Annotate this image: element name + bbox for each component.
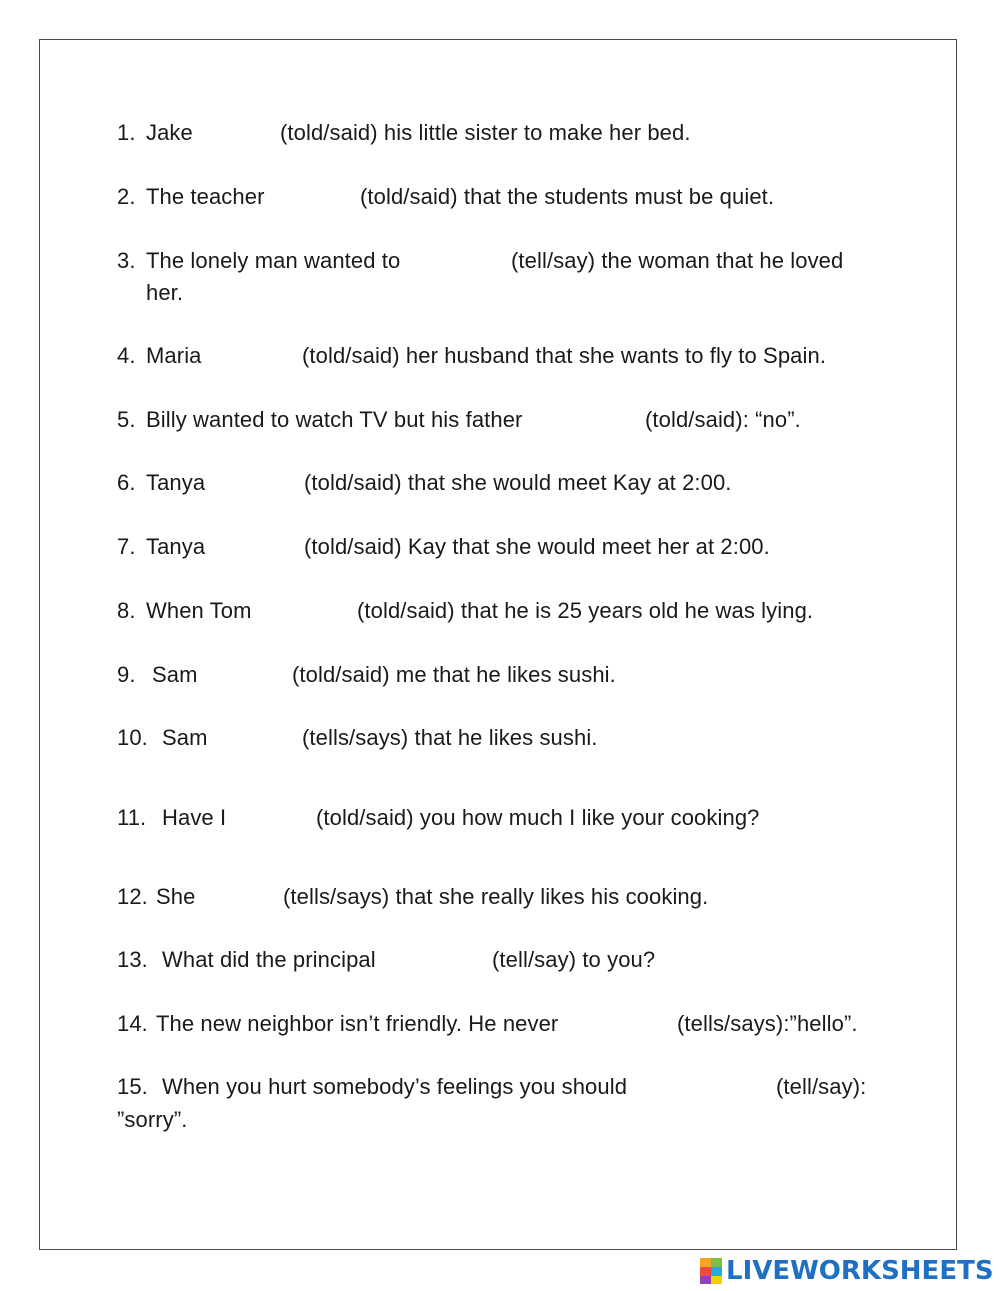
liveworksheets-logo-icon [700,1258,722,1284]
question-text-continuation: ”sorry”. [117,1107,188,1132]
question-text-after: (told/said) her husband that she wants to fly to Spain. [302,343,827,368]
question-text-after: (tells/says) that he likes sushi. [302,725,598,750]
answer-blank[interactable] [215,340,299,370]
question-text-after: (told/said) that he is 25 years old he was lying. [357,598,814,623]
question-text-before: Tanya [146,470,206,495]
question-text-before: Sam [162,725,208,750]
question-text-after: (tell/say) to you? [492,947,656,972]
answer-blank[interactable] [407,944,489,974]
question-text-before: Jake [146,120,193,145]
question-number: 15. [117,1074,148,1099]
answer-blank[interactable] [201,659,289,689]
question-number: 3. [117,248,136,273]
answer-blank[interactable] [215,467,301,497]
question-text-after: (told/said): “no”. [645,407,801,432]
question-text-after: (tells/says):”hello”. [677,1011,858,1036]
answer-blank[interactable] [231,802,314,832]
answer-blank[interactable] [667,1071,773,1101]
question-number: 12. [117,884,148,909]
question-text-after: (tell/say): [776,1074,867,1099]
question-text-before: What did the principal [162,947,376,972]
question-number: 11. [117,805,147,830]
question-text-after: (tells/says) that she really likes his cooking. [283,884,709,909]
question-number: 9. [117,662,136,687]
answer-blank[interactable] [562,404,642,434]
question-number: 8. [117,598,136,623]
question-number: 14. [117,1011,148,1036]
answer-blank[interactable] [211,722,299,752]
answer-blank[interactable] [597,1008,675,1038]
answer-blank[interactable] [215,531,301,561]
question-text-after: (told/said) that she would meet Kay at 2:00. [304,470,732,495]
question-text-continuation: her. [146,280,184,305]
question-number: 2. [117,184,136,209]
liveworksheets-logo[interactable] [700,1256,994,1286]
question-text-before: Have I [162,805,227,830]
question-text-before: The new neighbor isn’t friendly. He never [156,1011,559,1036]
question-text-before: Sam [152,662,198,687]
question-number: 4. [117,343,136,368]
question-text-before: Billy wanted to watch TV but his father [146,407,523,432]
question-text-after: (told/said) Kay that she would meet her at 2:00. [304,534,770,559]
question-text-after: (told/said) me that he likes sushi. [292,662,616,687]
question-text-before: When Tom [146,598,252,623]
question-number: 7. [117,534,136,559]
question-number: 1. [117,120,136,145]
logo-text: LIVEWORKSHEETS [726,1256,994,1286]
question-text-after: (told/said) you how much I like your cooking? [316,805,760,830]
question-text-before: The teacher [146,184,265,209]
question-text-before: She [156,884,196,909]
question-text-before: Tanya [146,534,206,559]
question-text-before: When you hurt somebody’s feelings you should [162,1074,628,1099]
answer-blank[interactable] [277,181,357,211]
question-number: 5. [117,407,136,432]
question-text-before: The lonely man wanted to [146,248,401,273]
question-text-after: (told/said) that the students must be quiet. [360,184,775,209]
answer-blank[interactable] [429,245,509,275]
question-number: 10. [117,725,148,750]
question-text-after: (tell/say) the woman that he loved [511,248,844,273]
question-number: 6. [117,470,136,495]
answer-blank[interactable] [269,595,355,625]
question-text-after: (told/said) his little sister to make her bed. [280,120,691,145]
answer-blank[interactable] [197,881,281,911]
question-text-before: Maria [146,343,202,368]
answer-blank[interactable] [195,117,277,147]
question-number: 13. [117,947,148,972]
worksheet-frame [39,39,957,1250]
